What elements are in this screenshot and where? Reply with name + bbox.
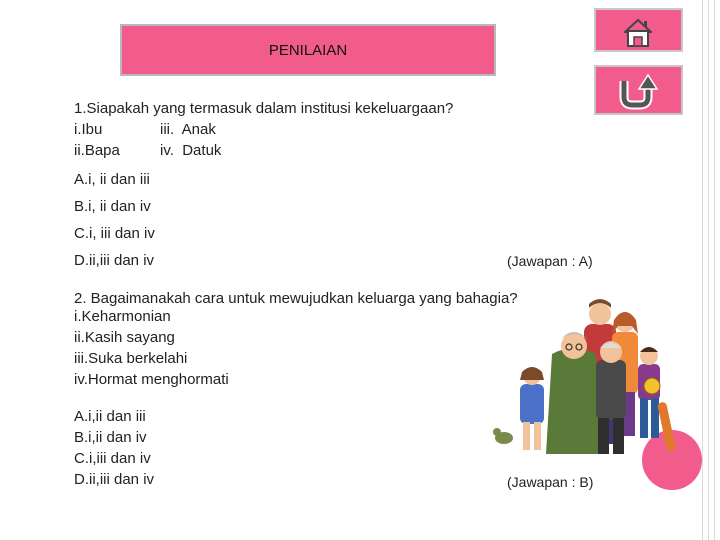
question-2-option-c[interactable]: C.i,iii dan iv (74, 450, 151, 467)
question-2-option-b[interactable]: B.i,ii dan iv (74, 429, 147, 446)
question-2-item: ii.Kasih sayang (74, 329, 175, 346)
question-1-item: iii. Anak (160, 121, 216, 138)
question-1-option-b[interactable]: B.i, ii dan iv (74, 198, 151, 215)
question-2-option-a[interactable]: A.i,ii dan iii (74, 408, 146, 425)
question-1-option-c[interactable]: C.i, iii dan iv (74, 225, 155, 242)
question-2-item: iv.Hormat menghormati (74, 371, 229, 388)
family-illustration (492, 294, 682, 462)
question-1-text: 1.Siapakah yang termasuk dalam institusi kekeluargaan? (74, 100, 454, 117)
question-2-option-d[interactable]: D.ii,iii dan iv (74, 471, 155, 488)
question-2-item: i.Keharmonian (74, 308, 171, 325)
question-2-item: iii.Suka berkelahi (74, 350, 188, 367)
question-1-item: iv. Datuk (160, 142, 222, 159)
u-turn-back-icon (596, 67, 681, 113)
home-icon (596, 10, 681, 50)
question-1-item: i.Ibu (74, 121, 103, 138)
question-1-item: ii.Bapa (74, 142, 120, 159)
home-button[interactable] (594, 8, 683, 52)
question-2-answer: (Jawapan : B) (507, 474, 594, 490)
question-1-option-a[interactable]: A.i, ii dan iii (74, 171, 150, 188)
question-1-option-d[interactable]: D.ii,iii dan iv (74, 252, 155, 269)
page-title-text: PENILAIAN (268, 41, 348, 59)
page-title (120, 24, 496, 76)
back-button[interactable] (594, 65, 683, 115)
question-2-text: 2. Bagaimanakah cara untuk mewujudkan keluarga yang bahagia? (74, 290, 518, 307)
question-1-answer: (Jawapan : A) (507, 253, 593, 269)
